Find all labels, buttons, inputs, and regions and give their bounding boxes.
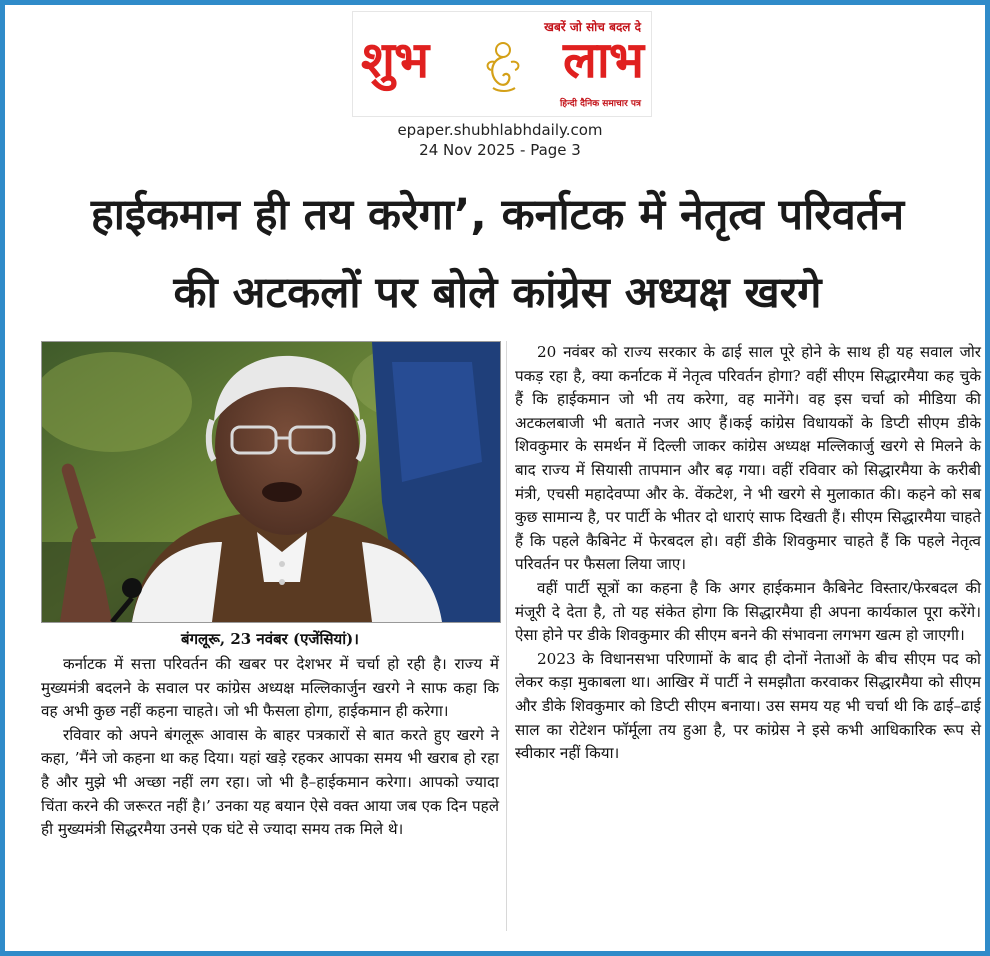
masthead-tagline: खबरें जो सोच बदल दे: [544, 20, 641, 34]
masthead-logo[interactable]: [352, 11, 652, 117]
article-paragraph: वहीं पार्टी सूत्रों का कहना है कि अगर हाईकमान कैबिनेट विस्तार/फेरबदल की मंजूरी दे देता है, तो यह संकेत होगा कि सिद्धारमैया ही अपना कार्यकाल पूरा करेंगे। ऐसा होने पर डीके शिवकुमार की सीएम बनने की संभावना लगभग खत्म हो जाएगी।: [515, 578, 981, 645]
news-photo-illustration: [42, 342, 500, 622]
epaper-url[interactable]: epaper.shubhlabhdaily.com: [397, 121, 603, 139]
news-photo: [41, 341, 501, 623]
article-column-left: [41, 653, 499, 842]
ganesha-icon: [481, 38, 525, 94]
article-column-right: [515, 341, 981, 766]
headline-line-2: की अटकलों पर बोले कांग्रेस अध्यक्ष खरगे: [173, 268, 822, 318]
logo-word-labh: लाभ: [563, 31, 643, 89]
epaper-date-page: 24 Nov 2025 - Page 3: [419, 141, 581, 159]
article-paragraph: रविवार को अपने बंगलूरू आवास के बाहर पत्रकारों से बात करते हुए खरगे ने कहा, ’मैंने जो कहना था कह दिया। यहां खड़े रहकर आपका समय भी खराब हो रहा है और मुझे भी अच्छा नहीं लग रहा। जो भी है–हाईकमान करेगा। आपको ज्यादा चिंता करने की जरूरत नहीं है।’ उनका यह बयान ऐसे वक्त आया जब एक दिन पहले ही मुख्यमंत्री सिद्धरमैया उनसे एक घंटे से ज्यादा समय तक मिले थे।: [41, 725, 499, 839]
article-paragraph: 2023 के विधानसभा परिणामों के बाद ही दोनों नेताओं के बीच सीएम पद को लेकर कड़ा मुकाबला था। आखिर में पार्टी ने समझौता करवाकर सिद्धारमैया को सीएम और डीके शिवकुमार को डिप्टी सीएम बनाया। उस समय यह भी चर्चा थी कि ढाई–ढाई साल का रोटेशन फॉर्मूला तय हुआ है, पर कांग्रेस ने इसे कभी आधिकारिक रूप से स्वीकार नहीं किया।: [515, 649, 981, 763]
article-paragraph: 20 नवंबर को राज्य सरकार के ढाई साल पूरे होने के साथ ही यह सवाल जोर पकड़ रहा है, क्या कर्नाटक में नेतृत्व परिवर्तन होगा? वहीं सीएम सिद्धारमैया कह चुके हैं कि हाईकमान जो भी तय करेगा, वह मानेंगे। वह इस चर्चा को मीडिया की अटकलबाजी भी बताते नजर आए हैं।कई कांग्रेस विधायकों के डिप्टी सीएम डीके शिवकुमार के समर्थन में दिल्ली जाकर कांग्रेस अध्यक्ष मल्लिकार्जु खरगे से मिलने के बाद राज्य में सियासी तापमान और बढ़ गया। वहीं रविवार को सिद्धारमैया के करीबी मंत्री, एचसी महादेवप्पा और के. वेंकटेश, ने भी खरगे से मुलाकात की। कहने को सब कुछ सामान्य है, पर पार्टी के भीतर दो धाराएं साफ दिखती हैं। सीएम सिद्धारमैया चाहते हैं कि पहले कैबिनेट में फेरबदल हो। वहीं डीके शिवकुमार चाहते हैं कि पहले नेतृत्व परिवर्तन पर फैसला लिया जाए।: [515, 343, 981, 574]
headline-line-1: हाईकमान ही तय करेगा’, कर्नाटक में नेतृत्व परिवर्तन: [90, 190, 905, 240]
masthead-subtitle: हिन्दी दैनिक समाचार पत्र: [559, 99, 641, 109]
column-divider: [506, 341, 507, 931]
logo-word-shubh: शुभ: [361, 31, 429, 89]
article-dateline: बंगलूरू, 23 नवंबर (एजेंसियां)।: [181, 630, 359, 648]
article-paragraph: कर्नाटक में सत्ता परिवर्तन की खबर पर देशभर में चर्चा हो रही है। राज्य में मुख्यमंत्री बदलने के सवाल पर कांग्रेस अध्यक्ष मल्लिकार्जुन खरगे ने साफ कहा कि वह अभी कुछ नहीं कहना चाहते। जो भी फैसला होगा, हाईकमान ही करेगा।: [41, 655, 499, 721]
